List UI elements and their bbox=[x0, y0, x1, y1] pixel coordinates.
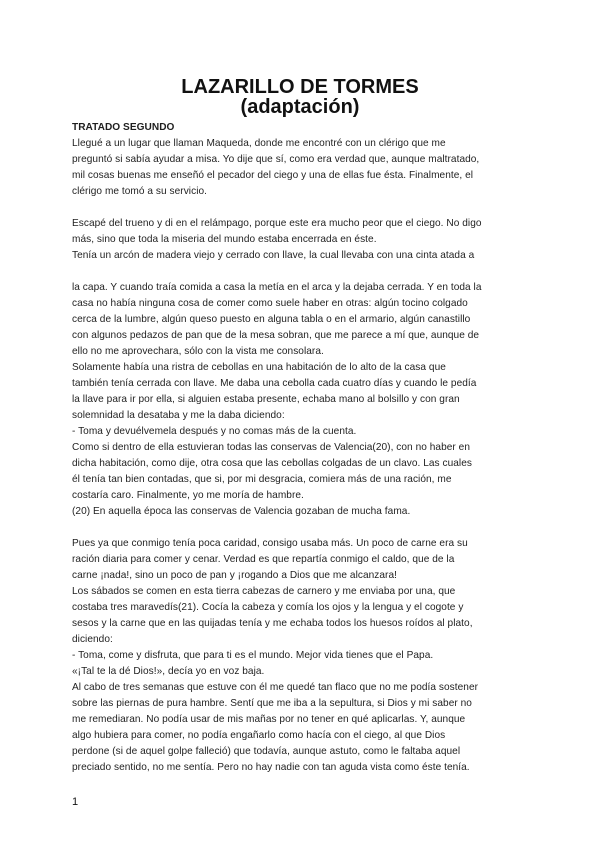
text-line: más, sino que toda la miseria del mundo estaba encerrada en éste. bbox=[72, 234, 377, 245]
text-line: Solamente había una ristra de cebollas en una habitación de lo alto de la casa que bbox=[72, 362, 446, 373]
text-line: con algunos pedazos de pan que de la mesa sobran, que me parece a mí que, aunque de bbox=[72, 330, 480, 341]
blank-line bbox=[72, 264, 532, 280]
text-line: clérigo me tomó a su servicio. bbox=[72, 186, 208, 197]
text-line: casa no había ninguna cosa de comer como suele haber en otras: algún tocino colgado bbox=[72, 298, 468, 309]
text-line: dicha habitación, como dije, otra cosa que las cebollas colgadas de un clavo. Las cuales bbox=[72, 458, 472, 469]
text-line: sesos y la carne que en las quijadas tenía y me echaba todos los huesos roídos al plato, bbox=[72, 618, 473, 629]
page-title: LAZARILLO DE TORMES bbox=[181, 76, 419, 98]
blank-line bbox=[72, 200, 532, 216]
text-line: Como si dentro de ella estuvieran todas las conservas de Valencia(20), con no haber en bbox=[72, 442, 470, 453]
text-line: preguntó si sabía ayudar a misa. Yo dije que sí, como era verdad que, aunque maltratado, bbox=[72, 154, 480, 165]
text-line: «¡Tal te la dé Dios!», decía yo en voz baja. bbox=[72, 666, 265, 677]
text-line: costaría caro. Finalmente, yo me moría de hambre. bbox=[72, 490, 304, 501]
text-line: algo hubiera para comer, no podía engañarlo como hacía con el ciego, al que Dios bbox=[72, 730, 446, 741]
text-line: la llave para ir por ella, si alguien estaba presente, echaba mano al bolsillo y con gran bbox=[72, 394, 460, 405]
page-subtitle: (adaptación) bbox=[240, 96, 360, 118]
text-line: diciendo: bbox=[72, 634, 113, 645]
text-line: la capa. Y cuando traía comida a casa la metía en el arca y la dejaba cerrada. Y en toda la bbox=[72, 282, 482, 293]
text-line: me remediaran. No podía usar de mis mañas por no tener en qué aplicarlas. Y, aunque bbox=[72, 714, 466, 725]
text-line: (20) En aquella época las conservas de Valencia gozaban de mucha fama. bbox=[72, 506, 411, 517]
text-line: mil cosas buenas me enseñó el pecador del ciego y una de ellas fue ésta. Finalmente, el bbox=[72, 170, 474, 181]
text-line: Los sábados se comen en esta tierra cabezas de carnero y me enviaba por una, que bbox=[72, 586, 456, 597]
text-line: también tenía cerrada con llave. Me daba una cebolla cada cuatro días y cuando le pedía bbox=[72, 378, 477, 389]
text-line: solemnidad la desataba y me la daba diciendo: bbox=[72, 410, 285, 421]
text-line: Llegué a un lugar que llaman Maqueda, donde me encontré con un clérigo que me bbox=[72, 138, 446, 149]
paragraph-block-3 bbox=[72, 280, 532, 520]
text-line: costaba tres maravedís(21). Cocía la cabeza y comía los ojos y la lengua y el cogote y bbox=[72, 602, 464, 613]
text-line: perdone (si de aquel golpe falleció) que todavía, aunque astuto, como le faltaba aquel bbox=[72, 746, 461, 757]
text-line: carne ¡nada!, sino un poco de pan y ¡rogando a Dios que me alcanzara! bbox=[72, 570, 397, 581]
paragraph-block-2 bbox=[72, 216, 532, 264]
blank-line bbox=[72, 520, 532, 536]
text-line: preciado sentido, no me sentía. Pero no hay nadie con tan aguda vista como éste tenía. bbox=[72, 762, 470, 773]
page-number: 1 bbox=[72, 796, 79, 808]
text-line: sobre las piernas de pura hambre. Sentí que me iba a la sepultura, si Dios y mi saber no bbox=[72, 698, 472, 709]
section-heading: TRATADO SEGUNDO bbox=[72, 122, 175, 133]
text-line: Tenía un arcón de madera viejo y cerrado con llave, la cual llevaba con una cinta atada a bbox=[72, 250, 475, 261]
text-line: él tenía tan bien contadas, que si, por mi desgracia, comiera más de una ración, me bbox=[72, 474, 452, 485]
text-line: cerca de la lumbre, algún queso puesto en alguna tabla o en el armario, algún canastillo bbox=[72, 314, 471, 325]
text-line: Al cabo de tres semanas que estuve con él me quedé tan flaco que no me podía sostener bbox=[72, 682, 479, 693]
text-line: Pues ya que conmigo tenía poca caridad, consigo usaba más. Un poco de carne era su bbox=[72, 538, 468, 549]
text-line: Escapé del trueno y di en el relámpago, porque este era mucho peor que el ciego. No digo bbox=[72, 218, 482, 229]
paragraph-block-4 bbox=[72, 536, 532, 776]
document-body bbox=[72, 120, 532, 776]
text-line: ello no me aprovechara, sólo con la vista me consolara. bbox=[72, 346, 324, 357]
text-line: - Toma, come y disfruta, que para ti es el mundo. Mejor vida tienes que el Papa. bbox=[72, 650, 434, 661]
paragraph-block-1 bbox=[72, 136, 532, 200]
text-line: ración diaria para comer y cenar. Verdad es que repartía conmigo el caldo, que de la bbox=[72, 554, 455, 565]
text-line: - Toma y devuélvemela después y no comas más de la cuenta. bbox=[72, 426, 357, 437]
